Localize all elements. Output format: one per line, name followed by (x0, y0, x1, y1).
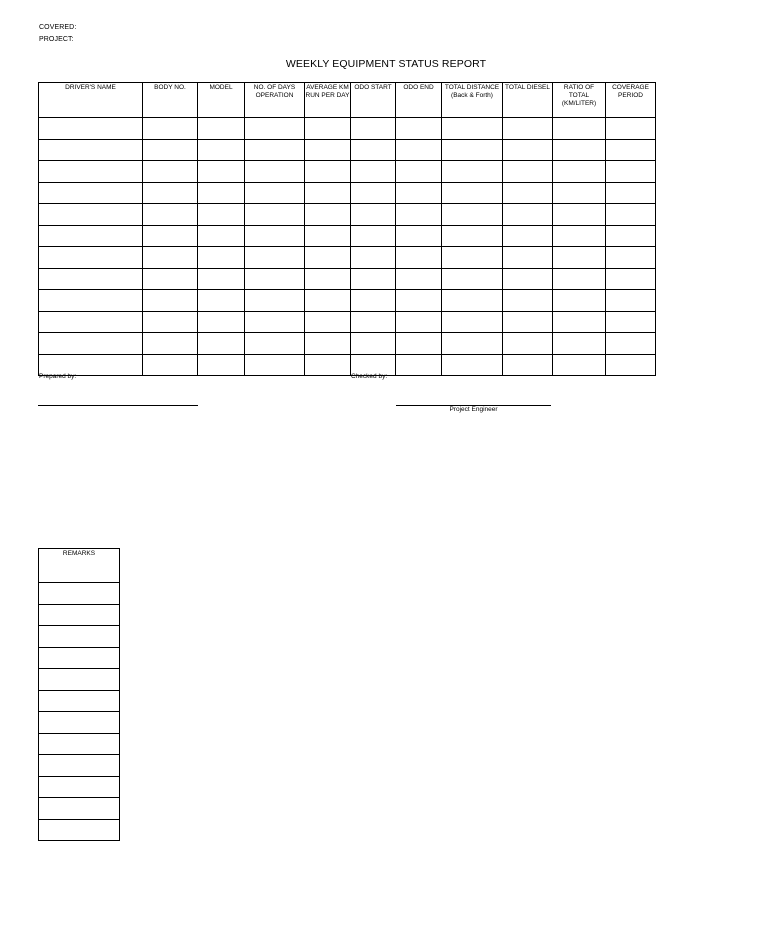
table-cell[interactable] (351, 118, 396, 140)
table-cell[interactable] (198, 161, 245, 183)
table-cell[interactable] (39, 247, 143, 269)
table-cell[interactable] (351, 247, 396, 269)
table-cell[interactable] (442, 247, 503, 269)
table-cell[interactable] (553, 333, 606, 355)
table-cell[interactable] (245, 118, 305, 140)
table-cell[interactable] (305, 354, 351, 376)
table-row (39, 118, 656, 140)
table-cell[interactable] (606, 204, 656, 226)
remarks-row (39, 712, 120, 734)
table-row (39, 333, 656, 355)
remarks-row (39, 626, 120, 648)
table-cell[interactable] (396, 182, 442, 204)
table-cell[interactable] (245, 311, 305, 333)
table-row (39, 161, 656, 183)
table-cell[interactable] (553, 268, 606, 290)
table-cell[interactable] (198, 354, 245, 376)
column-header-coverage-period: COVERAGE PERIOD (606, 83, 656, 118)
table-cell[interactable] (245, 333, 305, 355)
table-cell[interactable] (442, 161, 503, 183)
table-body (39, 118, 656, 376)
column-header-average-km: AVERAGE KM RUN PER DAY (305, 83, 351, 118)
remarks-header-row (39, 549, 120, 583)
remarks-body (39, 583, 120, 841)
remarks-row (39, 776, 120, 798)
table-cell[interactable] (442, 182, 503, 204)
table-row (39, 182, 656, 204)
table-cell[interactable] (396, 311, 442, 333)
table-cell[interactable] (606, 118, 656, 140)
remarks-cell[interactable] (39, 733, 120, 755)
table-cell[interactable] (198, 247, 245, 269)
table-cell[interactable] (39, 268, 143, 290)
table-cell[interactable] (396, 290, 442, 312)
table-cell[interactable] (503, 225, 553, 247)
table-cell[interactable] (143, 118, 198, 140)
table-cell[interactable] (198, 182, 245, 204)
remarks-cell[interactable] (39, 690, 120, 712)
column-header-odo-end: ODO END (396, 83, 442, 118)
remarks-cell[interactable] (39, 669, 120, 691)
table-cell[interactable] (606, 225, 656, 247)
table-cell[interactable] (396, 354, 442, 376)
table-cell[interactable] (351, 333, 396, 355)
table-cell[interactable] (305, 225, 351, 247)
table-cell[interactable] (503, 182, 553, 204)
table-cell[interactable] (553, 161, 606, 183)
table-cell[interactable] (606, 161, 656, 183)
remarks-cell[interactable] (39, 604, 120, 626)
remarks-row (39, 604, 120, 626)
table-cell[interactable] (503, 290, 553, 312)
table-cell[interactable] (553, 118, 606, 140)
table-cell[interactable] (553, 290, 606, 312)
table-cell[interactable] (553, 354, 606, 376)
table-cell[interactable] (198, 268, 245, 290)
remarks-row (39, 798, 120, 820)
remarks-row (39, 819, 120, 841)
table-cell[interactable] (606, 311, 656, 333)
column-header-ratio: RATIO OF TOTAL (KM/LITER) (553, 83, 606, 118)
remarks-cell[interactable] (39, 626, 120, 648)
remarks-row (39, 755, 120, 777)
table-cell[interactable] (351, 311, 396, 333)
table-cell[interactable] (606, 268, 656, 290)
table-cell[interactable] (396, 139, 442, 161)
remarks-row (39, 733, 120, 755)
table-cell[interactable] (198, 290, 245, 312)
remarks-table (38, 548, 120, 841)
column-header-odo-start: ODO START (351, 83, 396, 118)
remarks-cell[interactable] (39, 583, 120, 605)
table-cell[interactable] (442, 333, 503, 355)
table-cell[interactable] (305, 333, 351, 355)
table-cell[interactable] (553, 204, 606, 226)
column-header-body-no: BODY NO. (143, 83, 198, 118)
table-row (39, 311, 656, 333)
table-cell[interactable] (305, 118, 351, 140)
table-cell[interactable] (351, 268, 396, 290)
table-row (39, 247, 656, 269)
table-cell[interactable] (305, 268, 351, 290)
table-cell[interactable] (143, 225, 198, 247)
table-row (39, 290, 656, 312)
table-cell[interactable] (503, 161, 553, 183)
table-cell[interactable] (503, 268, 553, 290)
table-cell[interactable] (442, 225, 503, 247)
table-cell[interactable] (396, 204, 442, 226)
table-cell[interactable] (143, 333, 198, 355)
remarks-cell[interactable] (39, 712, 120, 734)
table-cell[interactable] (503, 247, 553, 269)
table-cell[interactable] (396, 225, 442, 247)
table-cell[interactable] (143, 161, 198, 183)
table-cell[interactable] (503, 118, 553, 140)
remarks-header: REMARKS (39, 549, 120, 583)
table-cell[interactable] (305, 311, 351, 333)
table-cell[interactable] (553, 225, 606, 247)
column-header-total-distance: TOTAL DISTANCE (Back & Forth) (442, 83, 503, 118)
table-cell[interactable] (553, 247, 606, 269)
table-cell[interactable] (198, 118, 245, 140)
table-cell[interactable] (39, 118, 143, 140)
table-cell[interactable] (39, 311, 143, 333)
column-header-total-diesel: TOTAL DIESEL (503, 83, 553, 118)
table-cell[interactable] (198, 311, 245, 333)
table-row (39, 225, 656, 247)
table-cell[interactable] (198, 225, 245, 247)
table-cell[interactable] (503, 333, 553, 355)
remarks-cell[interactable] (39, 647, 120, 669)
table-row (39, 354, 656, 376)
table-cell[interactable] (606, 182, 656, 204)
report-title: WEEKLY EQUIPMENT STATUS REPORT (285, 58, 487, 70)
table-cell[interactable] (39, 161, 143, 183)
table-cell[interactable] (143, 354, 198, 376)
table-cell[interactable] (305, 204, 351, 226)
table-cell[interactable] (39, 139, 143, 161)
table-cell[interactable] (606, 290, 656, 312)
table-cell[interactable] (396, 118, 442, 140)
table-cell[interactable] (245, 139, 305, 161)
table-cell[interactable] (442, 354, 503, 376)
table-cell[interactable] (245, 354, 305, 376)
table-cell[interactable] (351, 225, 396, 247)
table-cell[interactable] (442, 204, 503, 226)
table-cell[interactable] (143, 247, 198, 269)
table-cell[interactable] (143, 268, 198, 290)
table-cell[interactable] (143, 204, 198, 226)
remarks-cell[interactable] (39, 776, 120, 798)
project-label: PROJECT: (39, 36, 74, 43)
column-header-model: MODEL (198, 83, 245, 118)
equipment-status-table (38, 82, 656, 376)
table-cell[interactable] (351, 182, 396, 204)
table-cell[interactable] (396, 161, 442, 183)
table-cell[interactable] (606, 333, 656, 355)
table-row (39, 268, 656, 290)
table-cell[interactable] (198, 204, 245, 226)
table-cell[interactable] (245, 290, 305, 312)
prepared-by-signature-line (38, 405, 198, 406)
checked-by-label: Checked by: (351, 373, 388, 380)
table-cell[interactable] (503, 354, 553, 376)
table-cell[interactable] (198, 139, 245, 161)
remarks-row (39, 690, 120, 712)
table-cell[interactable] (305, 182, 351, 204)
remarks-row (39, 669, 120, 691)
table-header-row (39, 83, 656, 118)
table-cell[interactable] (442, 118, 503, 140)
table-cell[interactable] (39, 333, 143, 355)
table-cell[interactable] (396, 247, 442, 269)
table-cell[interactable] (606, 247, 656, 269)
table-row (39, 204, 656, 226)
table-cell[interactable] (503, 311, 553, 333)
table-cell[interactable] (442, 139, 503, 161)
table-cell[interactable] (442, 290, 503, 312)
table-cell[interactable] (396, 268, 442, 290)
project-engineer-label: Project Engineer (449, 406, 498, 413)
table-cell[interactable] (606, 139, 656, 161)
table-cell[interactable] (245, 225, 305, 247)
table-cell[interactable] (396, 333, 442, 355)
column-header-days-operation: NO. OF DAYS OPERATION (245, 83, 305, 118)
table-cell[interactable] (143, 182, 198, 204)
table-cell[interactable] (245, 247, 305, 269)
table-cell[interactable] (351, 161, 396, 183)
table-cell[interactable] (351, 204, 396, 226)
table-cell[interactable] (442, 268, 503, 290)
table-cell[interactable] (305, 290, 351, 312)
table-cell[interactable] (245, 204, 305, 226)
table-cell[interactable] (305, 247, 351, 269)
table-cell[interactable] (39, 290, 143, 312)
table-cell[interactable] (245, 161, 305, 183)
table-cell[interactable] (305, 161, 351, 183)
column-header-drivers-name: DRIVER'S NAME (39, 83, 143, 118)
table-cell[interactable] (39, 225, 143, 247)
table-cell[interactable] (245, 268, 305, 290)
remarks-cell[interactable] (39, 755, 120, 777)
remarks-row (39, 583, 120, 605)
table-cell[interactable] (606, 354, 656, 376)
table-row (39, 139, 656, 161)
table-cell[interactable] (39, 204, 143, 226)
table-cell[interactable] (553, 182, 606, 204)
table-cell[interactable] (143, 290, 198, 312)
table-cell[interactable] (503, 139, 553, 161)
table-cell[interactable] (503, 204, 553, 226)
table-cell[interactable] (143, 311, 198, 333)
remarks-row (39, 647, 120, 669)
covered-label: COVERED: (39, 24, 77, 31)
remarks-cell[interactable] (39, 798, 120, 820)
table-cell[interactable] (553, 139, 606, 161)
prepared-by-label: Prepared by: (39, 373, 77, 380)
table-cell[interactable] (553, 311, 606, 333)
table-cell[interactable] (351, 290, 396, 312)
remarks-cell[interactable] (39, 819, 120, 841)
table-cell[interactable] (143, 139, 198, 161)
table-cell[interactable] (39, 182, 143, 204)
table-cell[interactable] (305, 139, 351, 161)
table-cell[interactable] (351, 139, 396, 161)
table-cell[interactable] (245, 182, 305, 204)
table-cell[interactable] (198, 333, 245, 355)
table-cell[interactable] (442, 311, 503, 333)
